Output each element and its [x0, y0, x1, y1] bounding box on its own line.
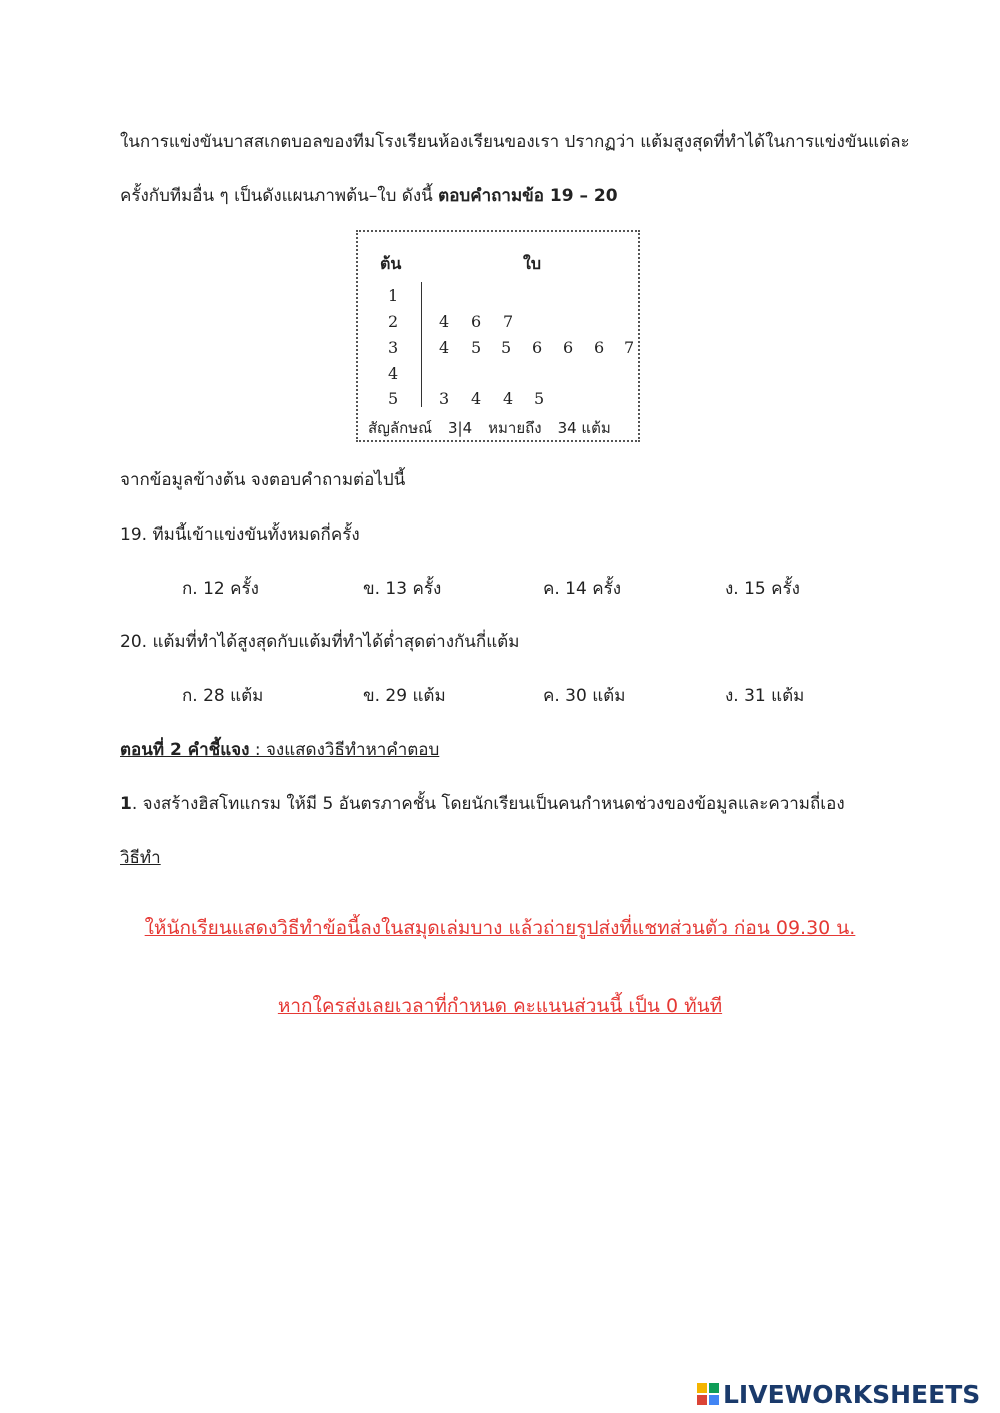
key-example: 3|4	[448, 419, 473, 437]
leaf-header: ใบ	[523, 254, 541, 273]
stem-value: 5	[388, 389, 399, 408]
stem-value: 3	[388, 338, 399, 357]
leaf-value: 4	[503, 389, 514, 408]
q19-option-a[interactable]: ก. 12 ครั้ง	[182, 579, 259, 599]
leaf-value: 7	[624, 338, 635, 357]
key-value: 34 แต้ม	[557, 419, 611, 437]
liveworksheets-logo-icon	[697, 1383, 719, 1405]
q19-option-c[interactable]: ค. 14 ครั้ง	[543, 579, 622, 599]
leaf-value: 6	[471, 312, 482, 331]
leaf-value: 6	[563, 338, 574, 357]
stem-value: 2	[388, 312, 399, 331]
leaf-value: 6	[594, 338, 605, 357]
q19-option-d[interactable]: ง. 15 ครั้ง	[725, 579, 800, 599]
leaf-value: 6	[532, 338, 543, 357]
stem-divider	[421, 282, 422, 407]
q20-option-c[interactable]: ค. 30 แต้ม	[543, 686, 626, 706]
liveworksheets-logo	[697, 1378, 980, 1410]
question-20: 20. แต้มที่ทำได้สูงสุดกับแต้มที่ทำได้ต่ำสุดต่างกันกี่แต้ม	[120, 632, 520, 652]
q20-option-b[interactable]: ข. 29 แต้ม	[363, 686, 446, 706]
notice-line-1: ให้นักเรียนแสดงวิธีทำข้อนี้ลงในสมุดเล่มบาง แล้วถ่ายรูปส่งที่แชทส่วนตัว ก่อน 09.30 น.	[144, 917, 856, 939]
intro-line-1: ในการแข่งขันบาสสเกตบอลของทีมโรงเรียนห้องเรียนของเรา ปรากฏว่า แต้มสูงสุดที่ทำได้ในการแข่งขันแต่ละ	[120, 132, 910, 152]
leaf-value: 5	[471, 338, 482, 357]
key-means: หมายถึง	[488, 419, 542, 437]
key-label: สัญลักษณ์	[368, 419, 433, 437]
leaf-value: 7	[503, 312, 514, 331]
intro-line-2	[120, 182, 618, 209]
part2-heading	[120, 736, 439, 763]
part2-item-text: . จงสร้างฮิสโทแกรม ให้มี 5 อันตรภาคชั้น โดยนักเรียนเป็นคนกำหนดช่วงของข้อมูลและความถี่เอง	[131, 794, 845, 814]
leaf-value: 4	[439, 312, 450, 331]
leaf-value: 3	[439, 389, 450, 408]
stem-header: ต้น	[380, 254, 402, 273]
question-19: 19. ทีมนี้เข้าแข่งขันทั้งหมดกี่ครั้ง	[120, 525, 360, 545]
part2-item-number: 1	[120, 794, 132, 814]
leaf-value: 5	[534, 389, 545, 408]
q19-option-b[interactable]: ข. 13 ครั้ง	[363, 579, 442, 599]
method-label: วิธีทำ	[120, 848, 161, 868]
intro-line-2-bold: ตอบคำถามข้อ 19 – 20	[438, 186, 618, 206]
notice-line-2: หากใครส่งเลยเวลาที่กำหนด คะแนนส่วนนี้ เป็น 0 ทันที	[277, 995, 723, 1017]
leaf-value: 5	[501, 338, 512, 357]
q20-option-d[interactable]: ง. 31 แต้ม	[725, 686, 805, 706]
stem-value: 4	[388, 364, 399, 383]
leaf-value: 4	[471, 389, 482, 408]
stem-leaf-key	[368, 416, 627, 440]
leaf-value: 4	[439, 338, 450, 357]
instruction-text: จากข้อมูลข้างต้น จงตอบคำถามต่อไปนี้	[120, 470, 406, 490]
logo-text: LIVEWORKSHEETS	[723, 1379, 981, 1409]
stem-value: 1	[388, 286, 399, 305]
stem-leaf-plot	[356, 230, 640, 442]
part2-item-1	[120, 790, 845, 817]
intro-line-2-text: ครั้งกับทีมอื่น ๆ เป็นดังแผนภาพต้น–ใบ ดังนี้	[120, 186, 439, 206]
part2-heading-rest: : จงแสดงวิธีทำหาคำตอบ	[249, 740, 440, 760]
q20-option-a[interactable]: ก. 28 แต้ม	[182, 686, 264, 706]
part2-heading-bold: ตอนที่ 2 คำชี้แจง	[120, 740, 250, 760]
